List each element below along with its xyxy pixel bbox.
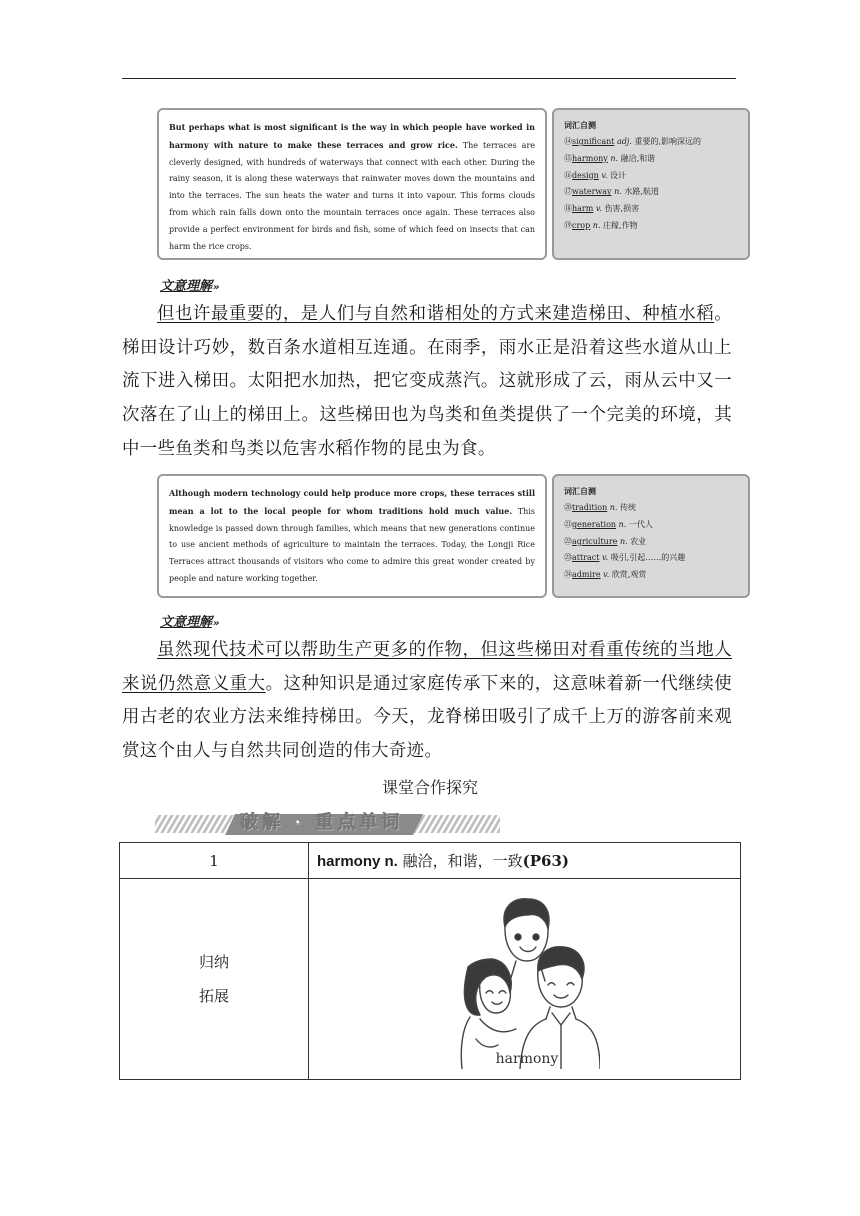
vocab-box-2: [552, 474, 750, 598]
vocab-word: crop: [572, 220, 591, 230]
vocab-word: waterway: [572, 187, 612, 197]
family-illustration: [450, 889, 600, 1069]
category-label-2: 拓展: [198, 987, 229, 1005]
passage-key-sentence: Although modern technology could help produce more crops, these terraces still mean a lot to the local people for whom traditions hold much value.: [169, 488, 535, 516]
passage-key-sentence: But perhaps what is most significant is the way in which people have worked in harmony with nature to make these terraces and grow rice.: [169, 122, 535, 150]
word-table: [119, 842, 741, 1080]
vocab-word: significant: [572, 137, 615, 146]
vocab-box-1: [552, 108, 750, 260]
vocab-pos: v.: [601, 170, 608, 180]
section-title: 课堂合作探究: [381, 778, 478, 797]
vocab-meaning: 设计: [610, 170, 627, 180]
vocab-item: [564, 517, 740, 534]
passage-box-1: [157, 108, 547, 260]
vocab-pos: n.: [619, 536, 628, 546]
vocab-pos: n.: [592, 220, 601, 230]
table-row: [120, 879, 741, 1080]
entry-number: 1: [120, 843, 309, 879]
vocab-word: harm: [572, 204, 594, 214]
passage-box-2: [157, 474, 547, 598]
vocab-pos: n.: [614, 187, 622, 197]
vocab-pos: v.: [595, 204, 603, 214]
vocab-title: 词汇自测: [564, 487, 596, 496]
category-label-1: 归纳: [198, 953, 229, 971]
vocab-word: generation: [572, 519, 617, 529]
vocab-meaning: 吸引,引起……的兴趣: [610, 553, 686, 563]
vocab-item: [564, 534, 740, 551]
vocab-item: [564, 218, 740, 235]
illustration-caption: harmony: [495, 1051, 558, 1067]
vocab-meaning: 水路,航道: [624, 187, 659, 197]
section-heading: [160, 611, 220, 630]
vocab-word: design: [572, 170, 599, 180]
banner-text: 破解 · 重点单词: [240, 812, 404, 833]
vocab-pos: v.: [603, 570, 610, 580]
vocab-meaning: 庄稼,作物: [603, 220, 638, 230]
vocab-number: ㉒: [564, 536, 572, 546]
vocab-item: [564, 134, 740, 151]
vocab-pos: n.: [609, 503, 618, 512]
heading-chevron: »: [213, 282, 220, 293]
section-heading: [160, 275, 220, 294]
vocab-word: admire: [572, 570, 601, 580]
headword: harmony n.: [317, 853, 398, 870]
passage-text: This knowledge is passed down through families, which means that new generations continue to use ancient methods of agriculture to maintain the terraces. Today, the Longji Rice Terraces attract thousands of visitors who come to admire this great wonder created by people and nature working together.: [169, 506, 535, 583]
top-rule: [122, 78, 736, 79]
heading-chevron: »: [213, 618, 220, 629]
vocab-meaning: 伤害,损害: [604, 204, 640, 214]
vocab-item: [564, 184, 740, 201]
vocab-list: [564, 134, 740, 235]
vocab-word: tradition: [572, 503, 608, 512]
vocab-meaning: 农业: [630, 536, 647, 546]
heading-label: 文意理解: [160, 279, 213, 294]
vocab-number: ㉔: [564, 570, 572, 580]
vocab-number: ⑲: [564, 220, 572, 230]
vocab-number: ㉑: [564, 519, 572, 529]
vocab-word: harmony: [572, 153, 608, 163]
vocab-meaning: 融洽,和谐: [620, 153, 656, 163]
vocab-item: [564, 567, 740, 584]
vocab-pos: n.: [610, 153, 619, 163]
vocab-meaning: 重要的,影响深远的: [634, 137, 702, 146]
vocab-item: [564, 151, 740, 168]
vocab-number: ⑰: [564, 187, 572, 197]
vocab-item: [564, 500, 740, 517]
vocab-list: [564, 500, 740, 584]
vocab-pos: v.: [602, 553, 609, 563]
vocab-number: ㉓: [564, 553, 572, 563]
passage-text: The terraces are cleverly designed, with hundreds of waterways that connect with each other. During the rainy season, it is along these waterways that rainwater moves down the mountains and into the terraces. The sun heats the water and turns it into vapour. This forms clouds from which rain falls down onto the mountain terraces once again. These terraces also provide a perfect environment for birds and fish, some of which feed on insects that can harm the rice crops.: [169, 140, 535, 251]
table-row: [120, 843, 741, 879]
translation-key-sentence: 但也许最重要的，是人们与自然和谐相处的方式来建造梯田、种植水稻: [157, 304, 715, 324]
heading-label: 文意理解: [160, 615, 213, 630]
vocab-pos: adj.: [617, 137, 632, 146]
vocab-number: ⑮: [564, 153, 572, 163]
vocab-meaning: 一代人: [628, 519, 653, 529]
vocab-number: ⑭: [564, 137, 572, 146]
illustration-cell: [309, 879, 741, 1080]
vocab-item: [564, 201, 740, 218]
translation-paragraph-1: [122, 298, 732, 467]
page-ref: (P63): [522, 852, 569, 870]
vocab-item: [564, 550, 740, 567]
translation-paragraph-2: [122, 634, 732, 769]
vocab-pos: n.: [618, 519, 627, 529]
vocab-item: [564, 168, 740, 185]
vocab-number: ⑳: [564, 503, 572, 512]
vocab-title: 词汇自测: [564, 121, 596, 130]
vocab-meaning: 欣赏,观赏: [611, 570, 647, 580]
vocab-number: ⑯: [564, 170, 572, 180]
vocab-word: agriculture: [572, 536, 618, 546]
vocab-meaning: 传统: [620, 503, 637, 512]
vocab-word: attract: [572, 553, 600, 563]
entry-headword: [309, 843, 741, 879]
translation-text: 。梯田设计巧妙，数百条水道相互连通。在雨季，雨水正是沿着这些水道从山上流下进入梯田。太阳把水加热，把它变成蒸汽。这就形成了云，雨从云中又一次落在了山上的梯田上。这些梯田也为鸟类和鱼类提供了一个完美的环境，其中一些鱼类和鸟类以危害水稻作物的昆虫为食。: [122, 304, 732, 459]
category-cell: [120, 879, 309, 1080]
vocab-number: ⑱: [564, 204, 572, 214]
headword-meaning: 融洽，和谐，一致: [397, 852, 523, 870]
translation-key-sentence: 虽然现代技术可以帮助生产更多的作物，但这些梯田对看重传统的当地人来说仍然意义重大: [122, 640, 732, 694]
translation-text: 。这种知识是通过家庭传承下来的，这意味着新一代继续使用古老的农业方法来维持梯田。今天，龙脊梯田吸引了成千上万的游客前来观赏这个由人与自然共同创造的伟大奇迹。: [122, 673, 733, 762]
